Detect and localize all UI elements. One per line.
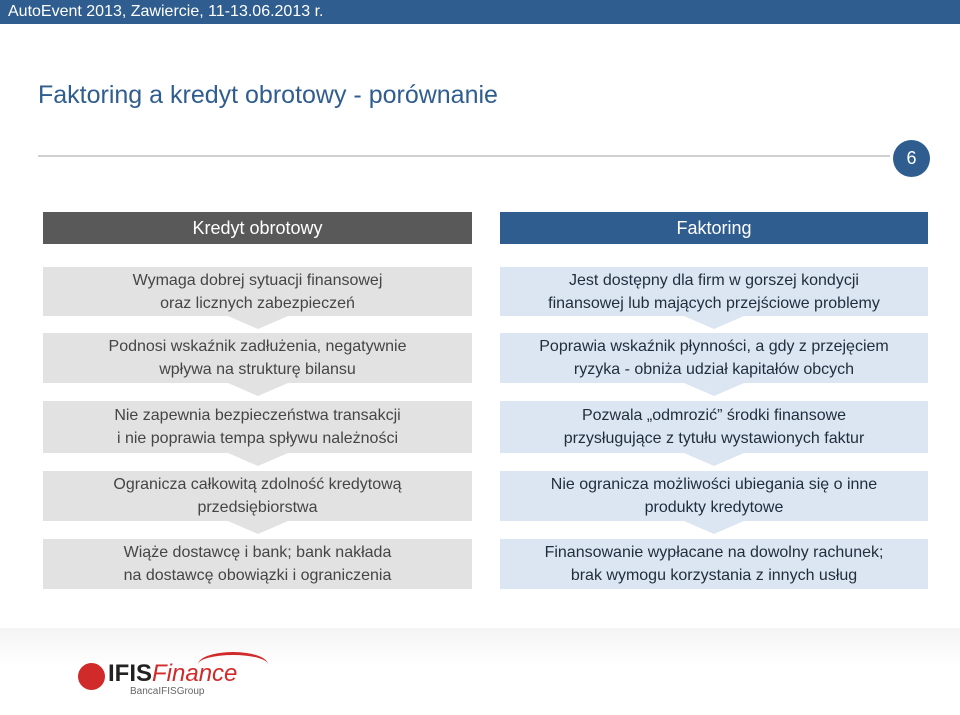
left-item: Nie zapewnia bezpieczeństwa transakcji i nie poprawia tempa spływu należności: [43, 401, 472, 453]
left-item: Ogranicza całkowitą zdolność kredytową przedsiębiorstwa: [43, 471, 472, 521]
right-column-heading: Faktoring: [500, 212, 928, 244]
left-arrow-icon: [228, 383, 288, 396]
right-item: Jest dostępny dla firm w gorszej kondycji finansowej lub mających przejściowe problemy: [500, 267, 928, 316]
left-arrow-icon: [228, 453, 288, 466]
left-item: Wiąże dostawcę i bank; bank nakłada na dostawcę obowiązki i ograniczenia: [43, 539, 472, 589]
page-title: Faktoring a kredyt obrotowy - porównanie: [38, 81, 498, 109]
right-arrow-icon: [684, 383, 744, 396]
right-arrow-icon: [684, 316, 744, 329]
event-label: AutoEvent 2013, Zawiercie, 11-13.06.2013 r.: [8, 3, 324, 20]
right-arrow-icon: [684, 453, 744, 466]
right-item: Finansowanie wypłacane na dowolny rachunek; brak wymogu korzystania z innych usług: [500, 539, 928, 589]
right-item: Pozwala „odmrozić” środki finansowe przysługujące z tytułu wystawionych faktur: [500, 401, 928, 453]
header-bar: [0, 0, 960, 24]
logo-ball-icon: [78, 663, 105, 690]
left-item: Wymaga dobrej sytuacji finansowej oraz licznych zabezpieczeń: [43, 267, 472, 316]
left-arrow-icon: [228, 316, 288, 329]
page-number-badge: 6: [893, 140, 930, 177]
right-item: Poprawia wskaźnik płynności, a gdy z przejęciem ryzyka - obniża udział kapitałów obcych: [500, 333, 928, 383]
right-arrow-icon: [684, 521, 744, 534]
right-item: Nie ogranicza możliwości ubiegania się o inne produkty kredytowe: [500, 471, 928, 521]
left-column-heading: Kredyt obrotowy: [43, 212, 472, 244]
title-divider: [38, 155, 890, 157]
left-arrow-icon: [228, 521, 288, 534]
left-item: Podnosi wskaźnik zadłużenia, negatywnie wpływa na strukturę bilansu: [43, 333, 472, 383]
